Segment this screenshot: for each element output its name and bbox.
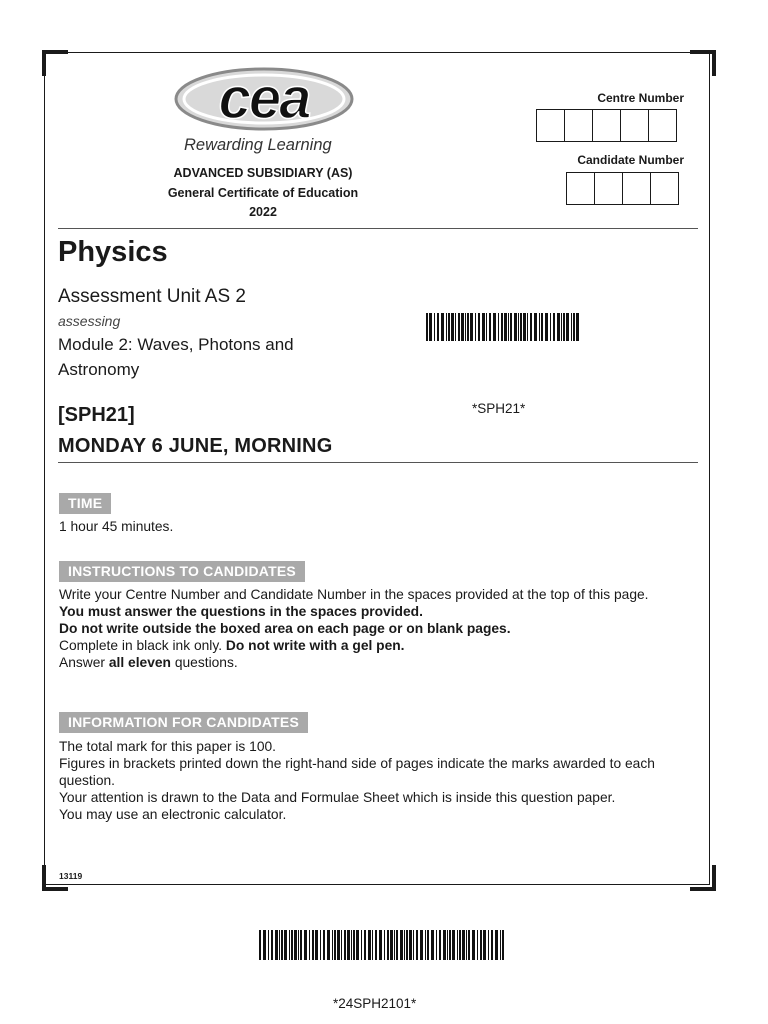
barcode-bar xyxy=(426,313,428,341)
barcode-bar xyxy=(315,930,318,960)
barcode-bar xyxy=(372,930,373,960)
barcode-bar xyxy=(502,930,504,960)
barcode-bar xyxy=(458,313,460,341)
barcode-bar xyxy=(404,930,405,960)
information-heading: INFORMATION FOR CANDIDATES xyxy=(59,712,308,733)
corner-mark-top-right xyxy=(690,50,716,76)
barcode-bar xyxy=(361,930,362,960)
barcode-bar xyxy=(268,930,269,960)
tagline: Rewarding Learning xyxy=(184,136,332,154)
page-barcode-label: *24SPH2101* xyxy=(333,996,417,1011)
barcode-bar xyxy=(364,930,366,960)
barcode-bar xyxy=(275,930,278,960)
barcode-bar xyxy=(539,313,540,341)
barcode-bar xyxy=(465,313,466,341)
barcode-bar xyxy=(375,930,377,960)
barcode-bar xyxy=(461,313,464,341)
instruction-line: You must answer the questions in the spaces provided. xyxy=(59,604,423,619)
barcode-bar xyxy=(294,930,297,960)
barcode-bar xyxy=(337,930,340,960)
barcode-bar xyxy=(446,313,447,341)
barcode-bar xyxy=(462,930,465,960)
barcode-bar xyxy=(493,313,496,341)
assessing-label: assessing xyxy=(58,313,121,329)
module-title: Module 2: Waves, Photons and Astronomy xyxy=(58,335,294,379)
barcode-bar xyxy=(413,930,414,960)
candidate-number-box[interactable] xyxy=(622,172,651,205)
barcode-bar xyxy=(482,313,485,341)
barcode-bar xyxy=(448,313,450,341)
barcode-bar xyxy=(312,930,314,960)
barcode-bar xyxy=(429,313,432,341)
candidate-number-box[interactable] xyxy=(594,172,623,205)
barcode-bar xyxy=(396,930,398,960)
barcode-bar xyxy=(356,930,359,960)
centre-number-box[interactable] xyxy=(648,109,677,142)
candidate-number-box[interactable] xyxy=(566,172,595,205)
barcode-bar xyxy=(488,930,489,960)
corner-mark-top-left xyxy=(42,50,68,76)
centre-number-label: Centre Number xyxy=(597,91,684,105)
instruction-line: Complete in black ink only. Do not write with a gel pen. xyxy=(59,638,405,653)
barcode-bar xyxy=(491,930,493,960)
barcode-bar xyxy=(467,313,469,341)
barcode-bar xyxy=(271,930,273,960)
information-line: Your attention is drawn to the Data and Formulae Sheet which is inside this question paper. xyxy=(59,790,616,805)
candidate-number-label: Candidate Number xyxy=(577,153,684,167)
barcode-bar xyxy=(320,930,321,960)
barcode-bar xyxy=(449,930,451,960)
barcode-bar xyxy=(472,930,475,960)
barcode-bar xyxy=(291,930,293,960)
barcode-bar xyxy=(498,313,499,341)
barcode-bar xyxy=(501,313,503,341)
barcode-bar xyxy=(431,930,434,960)
instructions-heading: INSTRUCTIONS TO CANDIDATES xyxy=(59,561,305,582)
instruction-line: Do not write outside the boxed area on each page or on blank pages. xyxy=(59,621,511,636)
exam-year: 2022 xyxy=(249,205,277,219)
barcode-bar xyxy=(420,930,423,960)
barcode-bar xyxy=(439,930,441,960)
candidate-number-boxes[interactable] xyxy=(567,172,679,205)
barcode-bar xyxy=(394,930,395,960)
barcode-bar xyxy=(281,930,283,960)
barcode-bar xyxy=(477,930,478,960)
barcode-bar xyxy=(427,930,429,960)
barcode-bar xyxy=(379,930,382,960)
barcode-bar xyxy=(436,930,437,960)
barcode-bar xyxy=(347,930,350,960)
barcode-bar xyxy=(510,313,512,341)
barcode-bar xyxy=(541,313,543,341)
time-heading: TIME xyxy=(59,493,111,514)
barcode-bar xyxy=(534,313,537,341)
centre-number-box[interactable] xyxy=(620,109,649,142)
subject-title: Physics xyxy=(58,236,168,268)
barcode-bar xyxy=(470,313,473,341)
qualification-title: ADVANCED SUBSIDIARY (AS) xyxy=(173,166,353,180)
page-barcode xyxy=(259,930,505,960)
centre-number-box[interactable] xyxy=(536,109,565,142)
instruction-line: Write your Centre Number and Candidate Number in the spaces provided at the top of this page. xyxy=(59,587,649,602)
barcode-bar xyxy=(341,930,342,960)
information-line: Figures in brackets printed down the right-hand side of pages indicate the marks awarded to each question. xyxy=(59,756,655,788)
centre-number-boxes[interactable] xyxy=(537,109,677,142)
barcode-bar xyxy=(327,930,330,960)
candidate-number-box[interactable] xyxy=(650,172,679,205)
barcode-bar xyxy=(576,313,579,341)
barcode-bar xyxy=(486,313,487,341)
barcode-bar xyxy=(263,930,266,960)
barcode-bar xyxy=(309,930,310,960)
barcode-bar xyxy=(573,313,575,341)
barcode-bar xyxy=(478,313,480,341)
corner-mark-bottom-right xyxy=(690,865,716,891)
information-line: The total mark for this paper is 100. xyxy=(59,739,277,754)
barcode-bar xyxy=(368,930,371,960)
barcode-bar xyxy=(452,930,455,960)
assessment-unit: Assessment Unit AS 2 xyxy=(58,286,246,307)
exam-date: MONDAY 6 JUNE, MORNING xyxy=(58,435,333,457)
barcode-bar xyxy=(353,930,355,960)
barcode-bar xyxy=(523,313,526,341)
barcode-bar xyxy=(468,930,470,960)
barcode-bar xyxy=(451,313,454,341)
barcode-bar xyxy=(284,930,287,960)
barcode-bar xyxy=(437,313,439,341)
barcode-bar xyxy=(441,313,444,341)
barcode-bar xyxy=(520,313,522,341)
barcode-bar xyxy=(504,313,507,341)
barcode-bar xyxy=(500,930,501,960)
barcode-bar xyxy=(406,930,408,960)
barcode-bar xyxy=(259,930,261,960)
barcode-bar xyxy=(387,930,389,960)
certificate-title: General Certificate of Education xyxy=(167,186,359,200)
barcode-bar xyxy=(400,930,403,960)
barcode-bar xyxy=(425,930,426,960)
centre-number-box[interactable] xyxy=(592,109,621,142)
barcode-bar xyxy=(298,930,299,960)
barcode-bar xyxy=(416,930,418,960)
barcode-bar xyxy=(566,313,569,341)
instruction-line: Answer all eleven questions. xyxy=(59,655,238,670)
barcode-bar xyxy=(489,313,491,341)
barcode-bar xyxy=(527,313,528,341)
information-body xyxy=(59,738,689,823)
barcode-bar xyxy=(455,313,456,341)
instructions-body xyxy=(59,586,689,671)
page-code: 13119 xyxy=(59,871,83,881)
paper-code: [SPH21] xyxy=(58,404,135,426)
barcode-bar xyxy=(344,930,346,960)
barcode-bar xyxy=(279,930,280,960)
barcode-bar xyxy=(332,930,333,960)
barcode-bar xyxy=(334,930,336,960)
barcode-bar xyxy=(443,930,446,960)
barcode-bar xyxy=(475,313,476,341)
barcode-bar xyxy=(459,930,461,960)
barcode-bar xyxy=(557,313,560,341)
barcode-bar xyxy=(323,930,325,960)
barcode-bar xyxy=(304,930,307,960)
barcode-bar xyxy=(457,930,458,960)
barcode-bar xyxy=(550,313,551,341)
barcode-bar xyxy=(514,313,517,341)
barcode-bar xyxy=(483,930,486,960)
centre-number-box[interactable] xyxy=(564,109,593,142)
barcode-bar xyxy=(390,930,393,960)
barcode-bar xyxy=(384,930,385,960)
cea-logo xyxy=(172,66,356,132)
barcode-bar xyxy=(545,313,548,341)
barcode-bar xyxy=(409,930,412,960)
paper-barcode-label: *SPH21* xyxy=(472,401,526,416)
time-value: 1 hour 45 minutes. xyxy=(59,519,174,534)
barcode-bar xyxy=(434,313,435,341)
barcode-bar xyxy=(495,930,498,960)
barcode-bar xyxy=(289,930,290,960)
barcode-bar xyxy=(518,313,519,341)
barcode-bar xyxy=(447,930,448,960)
barcode-bar xyxy=(508,313,509,341)
barcode-bar xyxy=(571,313,572,341)
paper-barcode xyxy=(426,313,582,341)
barcode-bar xyxy=(553,313,555,341)
divider xyxy=(58,228,698,229)
barcode-bar xyxy=(480,930,482,960)
barcode-bar xyxy=(530,313,532,341)
information-line: You may use an electronic calculator. xyxy=(59,807,287,822)
barcode-bar xyxy=(563,313,565,341)
barcode-bar xyxy=(300,930,302,960)
barcode-bar xyxy=(351,930,352,960)
logo-text: cea xyxy=(218,66,310,131)
divider xyxy=(58,462,698,463)
barcode-bar xyxy=(466,930,467,960)
barcode-bar xyxy=(561,313,562,341)
